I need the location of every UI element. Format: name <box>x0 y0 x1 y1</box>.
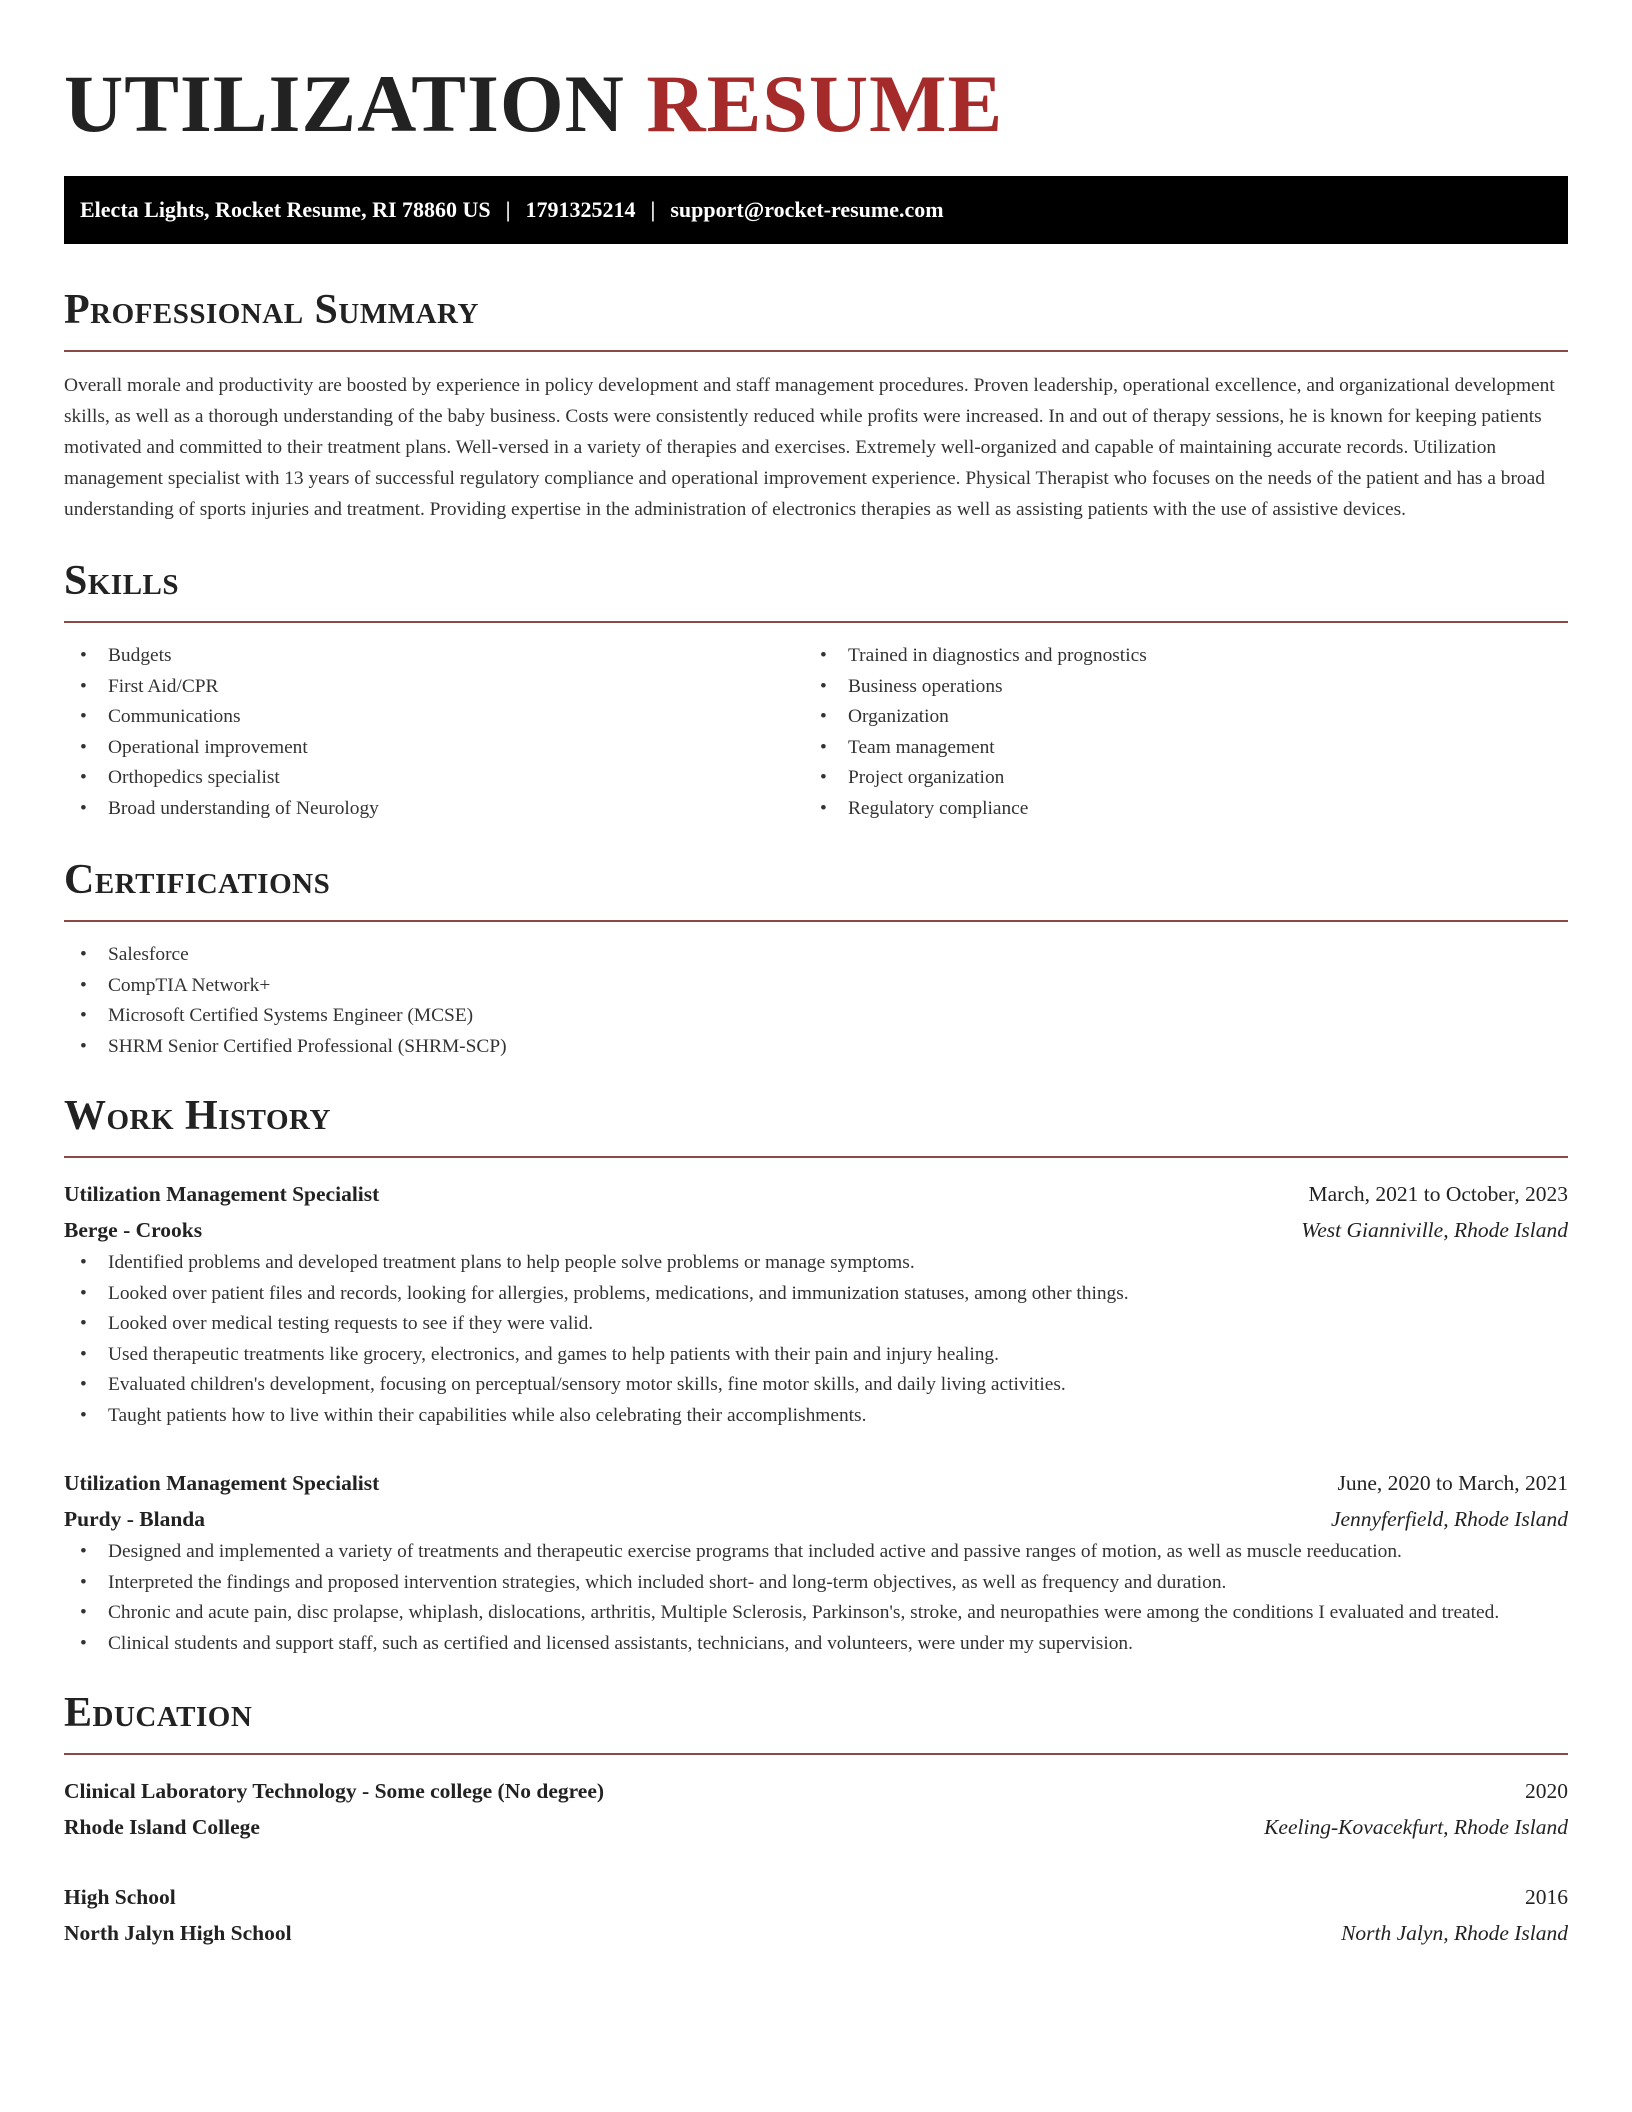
certification-item: • CompTIA Network+ <box>64 971 1568 1002</box>
job-dates: March, 2021 to October, 2023 <box>1308 1182 1568 1206</box>
education-entry <box>64 1773 1568 1845</box>
education-school: Rhode Island College <box>64 1815 260 1839</box>
job-bullet-list <box>64 1248 1568 1431</box>
contact-email[interactable]: support@rocket-resume.com <box>670 197 944 222</box>
certifications-section <box>64 854 1568 1062</box>
skill-item: • Project organization <box>804 763 1544 794</box>
education-entry <box>64 1879 1568 1951</box>
skill-item: • Team management <box>804 733 1544 764</box>
work-history-heading: Work History <box>64 1093 331 1139</box>
job-bullet: • Looked over patient files and records, looking for allergies, problems, medications, and immunization statuses, among other things. <box>64 1279 1568 1310</box>
summary-heading: Professional Summary <box>64 287 479 333</box>
job-location: West Gianniville, Rhode Island <box>1301 1218 1568 1242</box>
contact-bar <box>64 176 1568 244</box>
job-entry <box>64 1465 1568 1659</box>
education-school: North Jalyn High School <box>64 1921 292 1945</box>
skill-item: • Business operations <box>804 672 1544 703</box>
contact-separator: | <box>505 197 511 222</box>
job-bullet: • Identified problems and developed treatment plans to help people solve problems or manage symptoms. <box>64 1248 1568 1279</box>
education-degree: Clinical Laboratory Technology - Some college (No degree) <box>64 1779 605 1803</box>
education-header-row <box>64 1879 1568 1915</box>
job-company-row <box>64 1212 1568 1248</box>
education-school-row <box>64 1915 1568 1951</box>
job-entry <box>64 1176 1568 1431</box>
skill-item: • Trained in diagnostics and prognostics <box>804 641 1544 672</box>
certifications-heading: Certifications <box>64 857 331 903</box>
summary-section <box>64 284 1568 525</box>
education-section <box>64 1687 1568 1951</box>
job-bullet: • Taught patients how to live within their capabilities while also celebrating their accomplishments. <box>64 1401 1568 1432</box>
education-header-row <box>64 1773 1568 1809</box>
section-divider <box>64 350 1568 352</box>
contact-separator: | <box>650 197 656 222</box>
job-bullet: • Interpreted the findings and proposed intervention strategies, which included short- and long-term objectives, as well as frequency and duration. <box>64 1568 1568 1599</box>
skill-item: • Orthopedics specialist <box>64 763 804 794</box>
job-location: Jennyferfield, Rhode Island <box>1330 1507 1568 1531</box>
job-bullet-list <box>64 1537 1568 1659</box>
section-divider <box>64 920 1568 922</box>
section-divider <box>64 621 1568 623</box>
job-company: Purdy - Blanda <box>64 1507 205 1531</box>
title-accent: RESUME <box>646 58 1004 149</box>
contact-phone[interactable]: 1791325214 <box>525 197 636 222</box>
job-bullet: • Designed and implemented a variety of treatments and therapeutic exercise programs that included active and passive ranges of motion, as well as muscle reeducation. <box>64 1537 1568 1568</box>
resume-title <box>64 56 1568 152</box>
certifications-list <box>64 940 1568 1062</box>
job-dates: June, 2020 to March, 2021 <box>1337 1471 1568 1495</box>
job-bullet: • Looked over medical testing requests to see if they were valid. <box>64 1309 1568 1340</box>
education-year: 2020 <box>1525 1779 1568 1803</box>
skills-columns <box>64 641 1568 824</box>
section-divider <box>64 1156 1568 1158</box>
summary-text: Overall morale and productivity are boosted by experience in policy development and staff management procedures. Proven leadership, operational excellence, and organizational development skills, as well as a thorough understanding of the baby business. Costs were consistently reduced while profits were increased. In and out of therapy sessions, he is known for keeping patients motivated and committed to their treatment plans. Well-versed in a variety of therapies and exercises. Extremely well-organized and capable of maintaining accurate records. Utilization management specialist with 13 years of successful regulatory compliance and operational improvement experience. Physical Therapist who focuses on the needs of the patient and has a broad understanding of sports injuries and treatment. Providing expertise in the administration of electronics therapies as well as assisting patients with the use of assistive devices. <box>64 375 1555 520</box>
contact-address: Electa Lights, Rocket Resume, RI 78860 US <box>80 197 491 222</box>
job-company-row <box>64 1501 1568 1537</box>
skills-section <box>64 555 1568 824</box>
job-bullet: • Used therapeutic treatments like grocery, electronics, and games to help patients with their pain and injury healing. <box>64 1340 1568 1371</box>
job-header-row <box>64 1176 1568 1212</box>
certification-item: • Salesforce <box>64 940 1568 971</box>
skill-item: • Regulatory compliance <box>804 794 1544 825</box>
education-school-row <box>64 1809 1568 1845</box>
title-main: UTILIZATION <box>64 58 625 149</box>
job-bullet: • Clinical students and support staff, such as certified and licensed assistants, technicians, and volunteers, were under my supervision. <box>64 1629 1568 1660</box>
skills-list-right <box>804 641 1544 824</box>
job-bullet: • Evaluated children's development, focusing on perceptual/sensory motor skills, fine motor skills, and daily living activities. <box>64 1370 1568 1401</box>
job-title: Utilization Management Specialist <box>64 1182 380 1206</box>
section-divider <box>64 1753 1568 1755</box>
education-location: North Jalyn, Rhode Island <box>1341 1921 1568 1945</box>
education-heading: Education <box>64 1690 253 1736</box>
skill-item: • Budgets <box>64 641 804 672</box>
certification-item: • SHRM Senior Certified Professional (SHRM-SCP) <box>64 1032 1568 1063</box>
skills-list-left <box>64 641 804 824</box>
skill-item: • Operational improvement <box>64 733 804 764</box>
skill-item: • Broad understanding of Neurology <box>64 794 804 825</box>
education-location: Keeling-Kovacekfurt, Rhode Island <box>1264 1815 1568 1839</box>
job-header-row <box>64 1465 1568 1501</box>
skill-item: • Communications <box>64 702 804 733</box>
job-bullet: • Chronic and acute pain, disc prolapse, whiplash, dislocations, arthritis, Multiple Sclerosis, Parkinson's, stroke, and neuropathies were among the conditions I evaluated and treated. <box>64 1598 1568 1629</box>
job-company: Berge - Crooks <box>64 1218 203 1242</box>
skill-item: • Organization <box>804 702 1544 733</box>
skill-item: • First Aid/CPR <box>64 672 804 703</box>
education-year: 2016 <box>1525 1885 1568 1909</box>
education-degree: High School <box>64 1885 176 1909</box>
work-history-section <box>64 1090 1568 1659</box>
job-title: Utilization Management Specialist <box>64 1471 380 1495</box>
certification-item: • Microsoft Certified Systems Engineer (MCSE) <box>64 1001 1568 1032</box>
skills-heading: Skills <box>64 558 180 604</box>
